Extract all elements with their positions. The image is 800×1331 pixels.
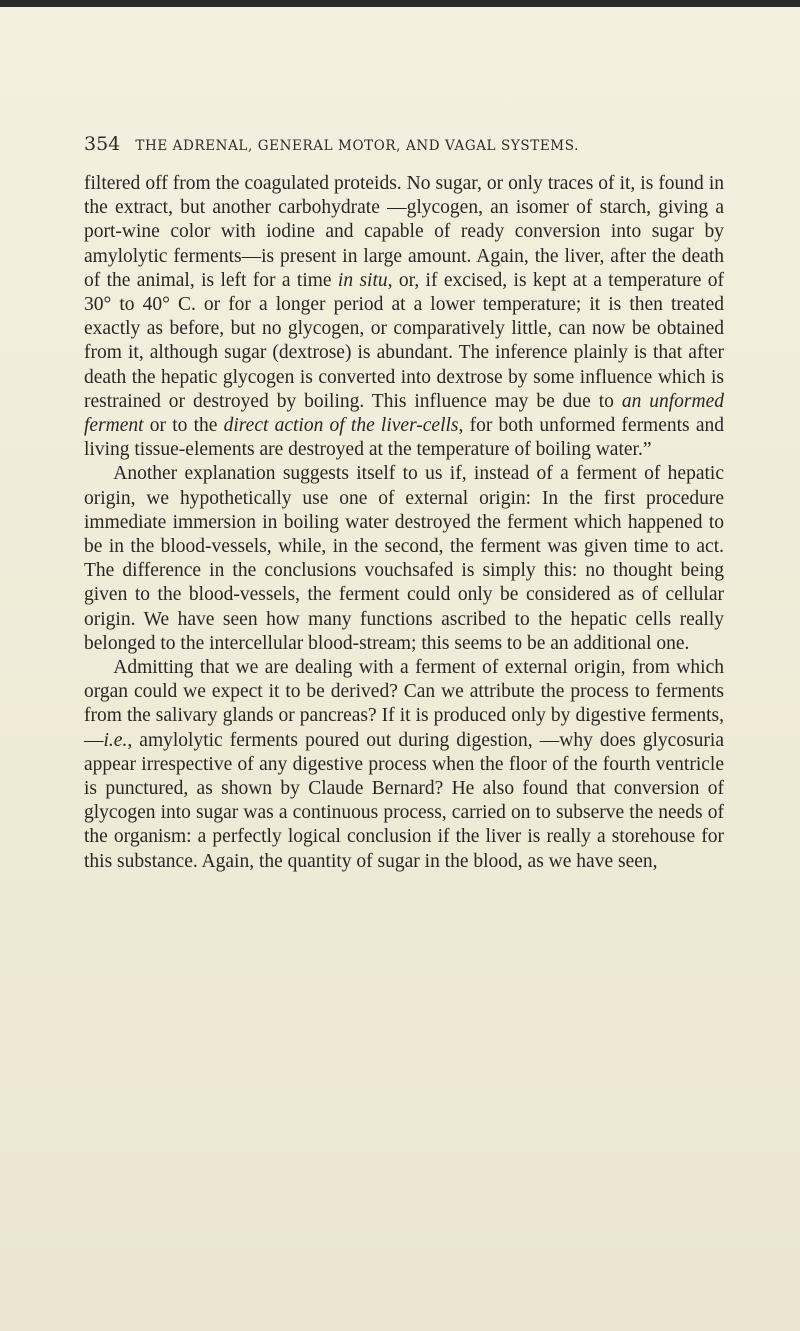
italic-text-segment: i.e.	[103, 729, 128, 751]
text-segment: or to the	[143, 415, 224, 437]
page-header	[84, 133, 724, 155]
top-edge-rule	[0, 0, 800, 7]
text-segment: , amylolytic ferments poured out during digestion, —why does glycosuria appear irrespective of any digestive process when the floor of the fourth ventricle is punctured, as shown by Claude Bernard? He also found that conversion of glycogen into sugar was a continuous process, carried on to subserve the needs of the organism: a perfectly logical conclusion if the liver is really a storehouse for this substance. Again, the quantity of sugar in the blood, as we have seen,	[84, 729, 724, 872]
page-number: 354	[84, 133, 121, 155]
paragraph	[84, 462, 724, 656]
text-segment: , for both unformed ferments and living tissue-elements are destroyed at the temperature of boiling water.”	[84, 415, 724, 461]
text-segment: Admitting that we are dealing with a ferment of external origin, from which organ could we expect it to be derived? Can we attribute the process to ferments from the salivary glands or pancreas? If it is produced only by digestive ferments,—	[84, 657, 724, 751]
text-segment: Another explanation suggests itself to us if, instead of a ferment of hepatic origin, we hypothetically use one of external origin: In the first procedure immediate immersion in boiling water destroyed the ferment which happened to be in the blood-vessels, while, in the second, the ferment was given time to act. The difference in the conclusions vouchsafed is simply this: no thought being given to the blood-vessels, the ferment could only be considered as of cellular origin. We have seen how many functions ascribed to the hepatic cells really belonged to the intercellular blood-stream; this seems to be an additional one.	[84, 463, 724, 654]
text-segment: filtered off from the coagulated proteids. No sugar, or only traces of it, is found in the extract, but another carbohydrate —glycogen, an isomer of starch, giving a port-wine color with iodine and capable of ready conversion into sugar by amylolytic ferments—is present in large amount. Again, the liver, after the death of the animal, is left for a time	[84, 173, 724, 291]
paragraph	[84, 656, 724, 874]
italic-text-segment: direct action of the liver-cells	[223, 415, 459, 437]
italic-text-segment: an unformed ferment	[84, 390, 725, 437]
text-segment: , or, if excised, is kept at a temperature of 30° to 40° C. or for a longer period at a lower temperature; it is then treated exactly as before, but no glycogen, or comparatively little, can now be obtained from it, although sugar (dextrose) is abundant. The inference plainly is that after death the hepatic glycogen is converted into dextrose by some influence which is restrained or destroyed by boiling. This influence may be due to	[84, 269, 724, 412]
paragraph	[84, 172, 724, 462]
italic-text-segment: in situ	[337, 269, 388, 291]
body-text	[84, 172, 724, 874]
running-head: THE ADRENAL, GENERAL MOTOR, AND VAGAL SYSTEMS.	[135, 138, 579, 154]
